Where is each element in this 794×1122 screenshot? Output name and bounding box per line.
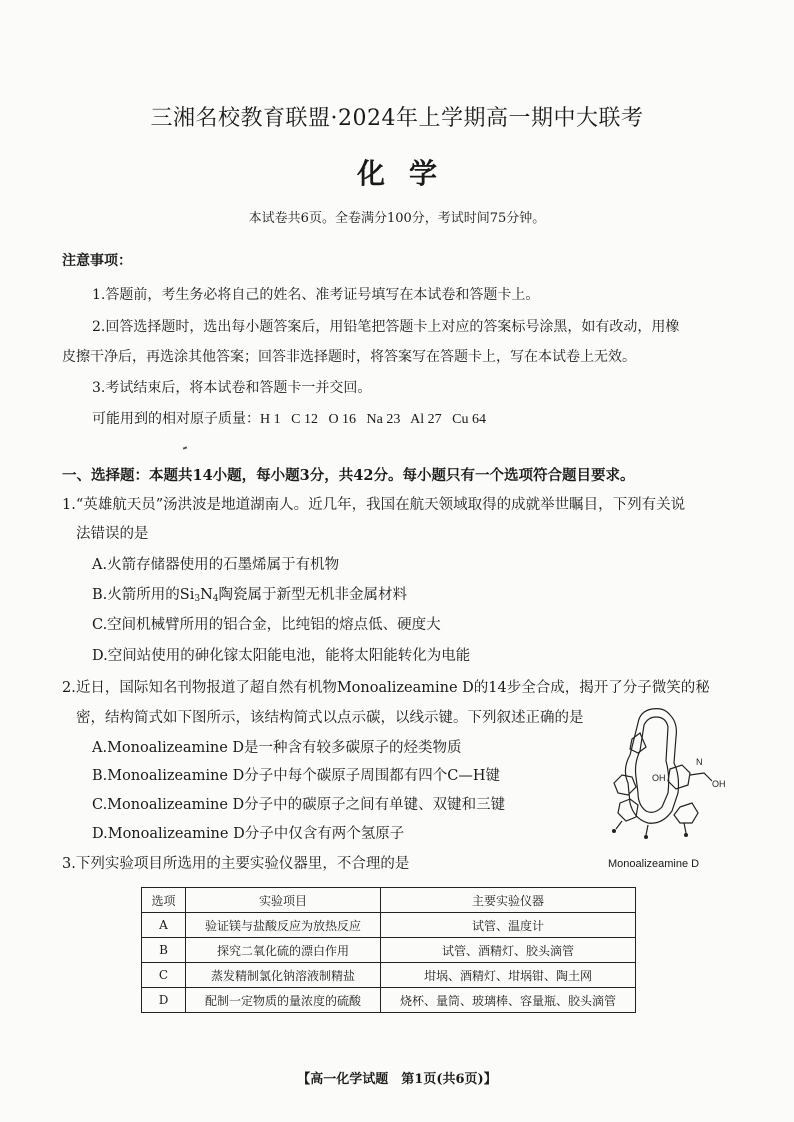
experiment-table	[141, 887, 636, 1013]
q2-option-a: A.Monoalizeamine D是一种含有较多碳原子的烃类物质	[92, 740, 462, 756]
q1-option-a: A.火箭存储器使用的石墨烯属于有机物	[92, 557, 340, 573]
table-header-row	[142, 888, 636, 913]
print-speck	[183, 446, 187, 449]
mol-ring-3	[618, 799, 638, 821]
atomic-mass-values: H 1 C 12 O 16 Na 23 Al 27 Cu 64	[260, 412, 486, 427]
mol-ring-2	[614, 775, 636, 795]
subject-title: 化学	[356, 157, 461, 190]
q1-option-d: D.空间站使用的砷化镓太阳能电池，能将太阳能转化为电能	[92, 648, 471, 664]
q1-option-b-text: B.火箭所用的Si	[92, 587, 195, 603]
mol-label-oh1: OH	[652, 773, 666, 783]
mol-label-oh2: OH	[712, 779, 726, 789]
q1-option-b-mid: N	[200, 587, 213, 603]
page-footer: 【高一化学试题 第1页(共6页)】	[297, 1072, 497, 1087]
exam-info: 本试卷共6页。全卷满分100分，考试时间75分钟。	[248, 211, 546, 226]
q2-option-c: C.Monoalizeamine D分子中的碳原子之间有单键、双键和三键	[92, 797, 506, 813]
q2-stem-line2: 密，结构简式如下图所示，该结构简式以点示碳，以线示键。下列叙述正确的是	[76, 710, 584, 726]
mol-label-n: N	[696, 757, 703, 767]
mol-oxygen-2	[684, 833, 688, 837]
table-header-cell: 主要实验仪器	[381, 888, 636, 913]
q1-option-c: C.空间机械臂所用的铝合金，比纯铝的熔点低、硬度大	[92, 617, 441, 633]
table-row	[142, 913, 636, 938]
molecule-caption: Monoalizeamine D	[608, 858, 700, 870]
notice-item-2-cont: 皮擦干净后，再选涂其他答案；回答非选择题时，将答案写在答题卡上，写在本试卷上无效。	[62, 349, 636, 365]
table-cell-option: B	[142, 938, 186, 963]
table-cell-project: 配制一定物质的量浓度的硫酸	[186, 988, 381, 1013]
q3-stem: 3.下列实验项目所选用的主要实验仪器里，不合理的是	[62, 856, 410, 872]
table-row	[142, 963, 636, 988]
section-heading: 一、选择题：本题共14小题，每小题3分，共42分。每小题只有一个选项符合题目要求。	[62, 467, 635, 484]
q1-option-b-sub2: 4	[212, 594, 219, 604]
atomic-mass-label: 可能用到的相对原子质量：	[92, 411, 260, 427]
table-cell-project: 蒸发精制氯化钠溶液制精盐	[186, 963, 381, 988]
atomic-masses	[92, 408, 486, 428]
q1-option-b	[92, 583, 407, 604]
table-cell-instruments: 烧杯、量筒、玻璃棒、容量瓶、胶头滴管	[381, 988, 636, 1013]
table-cell-instruments: 试管、温度计	[381, 913, 636, 938]
table-header-cell: 实验项目	[186, 888, 381, 913]
table-header-cell: 选项	[142, 888, 186, 913]
notice-heading: 注意事项：	[62, 253, 132, 269]
table-cell-option: A	[142, 913, 186, 938]
mol-outer-ring	[625, 709, 678, 824]
q2-option-d: D.Monoalizeamine D分子中仅含有两个氢原子	[92, 826, 405, 842]
table-cell-instruments: 试管、酒精灯、胶头滴管	[381, 938, 636, 963]
table-row	[142, 988, 636, 1013]
exam-title: 三湘名校教育联盟·2024年上学期高一期中大联考	[150, 106, 644, 131]
table-cell-option: C	[142, 963, 186, 988]
q2-option-b: B.Monoalizeamine D分子中每个碳原子周围都有四个C—H键	[92, 768, 500, 784]
q2-stem-line1: 2.近日，国际知名刊物报道了超自然有机物Monoalizeamine D的14步全合成，揭开了分子微笑的秘	[62, 680, 710, 696]
mol-ring-5	[674, 803, 698, 823]
mol-oxygen-3	[612, 829, 616, 833]
notice-item-1: 1.答题前，考生务必将自己的姓名、准考证号填写在本试卷和答题卡上。	[92, 287, 540, 303]
q1-option-b-sub1: 3	[194, 594, 201, 604]
q1-stem-line2: 法错误的是	[76, 526, 149, 542]
table-row	[142, 938, 636, 963]
molecule-structure-figure	[600, 703, 730, 843]
mol-oxygen-1	[644, 835, 648, 839]
table-cell-option: D	[142, 988, 186, 1013]
mol-chain	[690, 773, 712, 781]
table-cell-instruments: 坩埚、酒精灯、坩埚钳、陶土网	[381, 963, 636, 988]
q1-stem-line1: 1.“英雄航天员”汤洪波是地道湖南人。近几年，我国在航天领域取得的成就举世瞩目，下列有关说	[62, 497, 686, 513]
notice-item-2: 2.回答选择题时，选出每小题答案后，用铅笔把答题卡上对应的答案标号涂黑，如有改动，用橡	[92, 319, 680, 335]
mol-inner-ring	[636, 717, 669, 812]
table-cell-project: 探究二氧化硫的漂白作用	[186, 938, 381, 963]
table-cell-project: 验证镁与盐酸反应为放热反应	[186, 913, 381, 938]
q1-option-b-rest: 陶瓷属于新型无机非金属材料	[218, 587, 407, 603]
notice-item-3: 3.考试结束后，将本试卷和答题卡一并交回。	[92, 380, 372, 396]
